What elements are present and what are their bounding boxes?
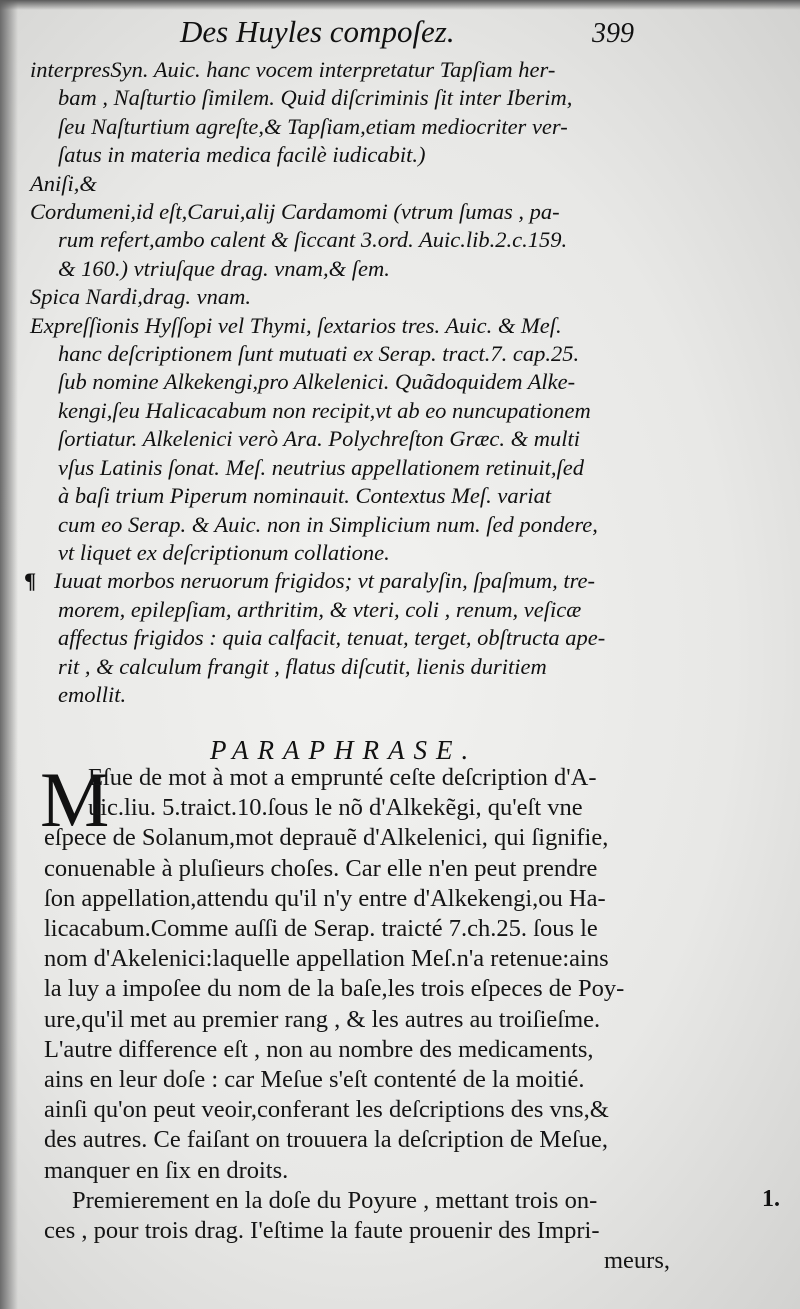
top-edge-shadow bbox=[0, 0, 800, 10]
text-line: emollit. bbox=[58, 681, 127, 707]
text-line: ſub nomine Alkekengi,pro Alkelenici. Quãdoquidem Alke- bbox=[58, 369, 576, 395]
text-line: Eſue de mot à mot a emprunté ceſte deſcription d'A- bbox=[88, 764, 597, 791]
text-line: kengi,ſeu Halicacabum non recipit,vt ab eo nuncupationem bbox=[58, 397, 591, 423]
text-line: nom d'Akelenici:laquelle appellation Meſ.n'a retenue:ains bbox=[44, 945, 609, 973]
page-header bbox=[0, 14, 800, 54]
text-line: des autres. Ce faiſant on trouuera la deſcription de Meſue, bbox=[44, 1126, 608, 1154]
text-line: ſon appellation,attendu qu'il n'y entre d'Alkekengi,ou Ha- bbox=[44, 884, 606, 912]
text-line: vt liquet ex deſcriptionum collatione. bbox=[58, 539, 390, 565]
ingredient-line: Cordumeni,id eſt,Carui,alij Cardamomi (vtrum ſumas , pa- bbox=[30, 199, 560, 225]
gutter-shadow bbox=[0, 0, 18, 1309]
text-line: L'autre difference eſt , non au nombre des medicaments, bbox=[44, 1035, 594, 1063]
margin-note-number: 1. bbox=[762, 1186, 780, 1212]
text-line: bam , Naſturtio ſimilem. Quid diſcriminis ſit inter Iberim, bbox=[58, 85, 573, 111]
ingredient-line: Expreſſionis Hyſſopi vel Thymi, ſextarios tres. Auic. & Meſ. bbox=[30, 312, 562, 338]
catchword: meurs, bbox=[604, 1247, 670, 1275]
text-line: morem, epilepſiam, arthritim, & vteri, coli , renum, veſicæ bbox=[58, 596, 582, 622]
text-line: conuenable à pluſieurs choſes. Car elle n'en peut prendre bbox=[44, 854, 598, 882]
paraphrase-heading: PARAPHRASE. bbox=[210, 735, 478, 765]
text-line: rum refert,ambo calent & ſiccant 3.ord. Auic.lib.2.c.159. bbox=[58, 227, 568, 253]
text-line: Iuuat morbos neruorum frigidos; vt paralyſin, ſpaſmum, tre- bbox=[54, 568, 596, 594]
text-line: interpresSyn. Auic. hanc vocem interpretatur Tapſiam her- bbox=[30, 57, 556, 82]
pilcrow-icon: ¶ bbox=[24, 568, 37, 594]
text-line: Premierement en la doſe du Poyure , mettant trois on- bbox=[72, 1186, 598, 1214]
text-line: à baſi trium Piperum nominauit. Contextus Meſ. variat bbox=[58, 483, 552, 509]
virtues-line bbox=[24, 567, 690, 595]
text-line: ains en leur doſe : car Meſue s'eſt contenté de la moitié. bbox=[44, 1066, 585, 1094]
text-line: ainſi qu'on peut veoir,conferant les deſcriptions des vns,& bbox=[44, 1096, 609, 1124]
text-line: rit , & calculum frangit , flatus diſcutit, lienis duritiem bbox=[58, 653, 547, 679]
french-paraphrase bbox=[44, 763, 704, 1276]
text-line: vſus Latinis ſonat. Meſ. neutrius appellationem retinuit,ſed bbox=[58, 454, 585, 480]
text-line: eſpece de Solanum,mot deprauẽ d'Alkelenici, qui ſignifie, bbox=[44, 824, 609, 852]
running-title: Des Huyles compoſez. bbox=[180, 14, 455, 49]
text-line: & 160.) vtriuſque drag. vnam,& ſem. bbox=[58, 255, 390, 281]
text-line: ces , pour trois drag. I'eſtime la faute prouenir des Impri- bbox=[44, 1217, 600, 1245]
text-line: hanc deſcriptionem ſunt mutuati ex Serap. tract.7. cap.25. bbox=[58, 341, 580, 367]
text-line: cum eo Serap. & Auic. non in Simplicium num. ſed pondere, bbox=[58, 511, 598, 537]
text-line: ſortiatur. Alkelenici verò Ara. Polychreſton Græc. & multi bbox=[58, 426, 581, 452]
text-line: manquer en ſix en droits. bbox=[44, 1156, 289, 1184]
text-line: ſatus in materia medica facilè iudicabit.) bbox=[58, 142, 426, 168]
drop-cap: M bbox=[40, 756, 110, 843]
ingredient-line: Spica Nardi,drag. vnam. bbox=[30, 284, 252, 310]
text-line: ſeu Naſturtium agreſte,& Tapſiam,etiam mediocriter ver- bbox=[58, 113, 568, 139]
text-line: ure,qu'il met au premier rang , & les autres au troiſieſme. bbox=[44, 1005, 601, 1033]
text-line: la luy a impoſee du nom de la baſe,les trois eſpeces de Poy- bbox=[44, 975, 625, 1003]
latin-commentary bbox=[24, 56, 690, 709]
text-line: uic.liu. 5.traict.10.ſous le nõ d'Alkekẽgi, qu'eſt vne bbox=[88, 794, 583, 822]
text-line: licacabum.Comme auſſi de Serap. traicté 7.ch.25. ſous le bbox=[44, 915, 598, 943]
text-line: affectus frigidos : quia calfacit, tenuat, terget, obſtructa ape- bbox=[58, 625, 606, 651]
page-number: 399 bbox=[592, 18, 634, 49]
ingredient-line: Aniſi,& bbox=[30, 170, 97, 196]
